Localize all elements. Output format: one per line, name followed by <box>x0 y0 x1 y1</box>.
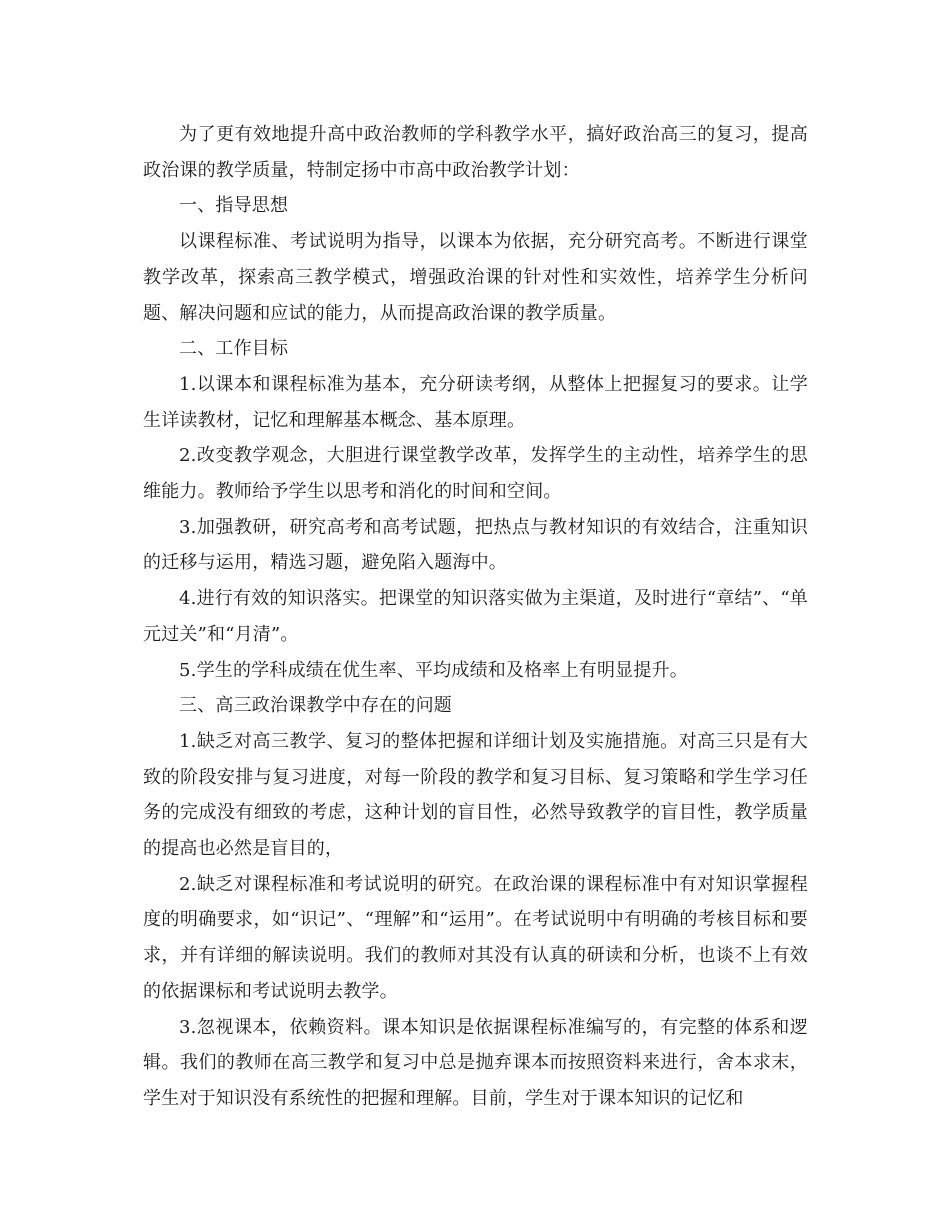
problem-item-2: 2.缺乏对课程标准和考试说明的研究。在政治课的课程标准中有对知识掌握程度的明确要求，如“识记”、“理解”和“运用”。在考试说明中有明确的考核目标和要求，并有详细的解读说明。我们的教师对其没有认真的研读和分析，也谈不上有效的依据课标和考试说明去教学。 <box>143 873 808 1002</box>
section-heading-work-goals: 二、工作目标 <box>179 338 289 360</box>
intro-paragraph: 为了更有效地提升高中政治教师的学科教学水平，搞好政治高三的复习，提高政治课的教学质量，特制定扬中市高中政治教学计划： <box>143 124 808 181</box>
section-heading-guiding-ideology: 一、指导思想 <box>179 195 289 217</box>
goal-item-4: 4.进行有效的知识落实。把课堂的知识落实做为主渠道，及时进行“章结”、“单元过关”和“月清”。 <box>143 588 808 645</box>
goal-item-5: 5.学生的学科成绩在优生率、平均成绩和及格率上有明显提升。 <box>179 659 688 681</box>
section-heading-problems: 三、高三政治课教学中存在的问题 <box>179 695 452 717</box>
guiding-ideology-paragraph: 以课程标准、考试说明为指导，以课本为依据，充分研究高考。不断进行课堂教学改革，探索高三教学模式，增强政治课的针对性和实效性，培养学生分析问题、解决问题和应试的能力，从而提高政治课的教学质量。 <box>143 231 808 324</box>
problem-item-3: 3.忽视课本，依赖资料。课本知识是依据课程标准编写的，有完整的体系和逻辑。我们的教师在高三教学和复习中总是抛弃课本而按照资料来进行，舍本求末，学生对于知识没有系统性的把握和理解。目前，学生对于课本知识的记忆和 <box>143 1016 808 1109</box>
goal-item-1: 1.以课本和课程标准为基本，充分研读考纲，从整体上把握复习的要求。让学生详读教材，记忆和理解基本概念、基本原理。 <box>143 373 808 431</box>
problem-item-1: 1.缺乏对高三教学、复习的整体把握和详细计划及实施措施。对高三只是有大致的阶段安排与复习进度，对每一阶段的教学和复习目标、复习策略和学生学习任务的完成没有细致的考虑，这种计划的盲目性，必然导致教学的盲目性，教学质量的提高也必然是盲目的， <box>143 730 808 860</box>
goal-item-2: 2.改变教学观念，大胆进行课堂教学改革，发挥学生的主动性，培养学生的思维能力。教师给予学生以思考和消化的时间和空间。 <box>143 445 808 503</box>
document-page <box>143 117 808 1117</box>
goal-item-3: 3.加强教研，研究高考和高考试题，把热点与教材知识的有效结合，注重知识的迁移与运用，精选习题，避免陷入题海中。 <box>143 516 808 574</box>
